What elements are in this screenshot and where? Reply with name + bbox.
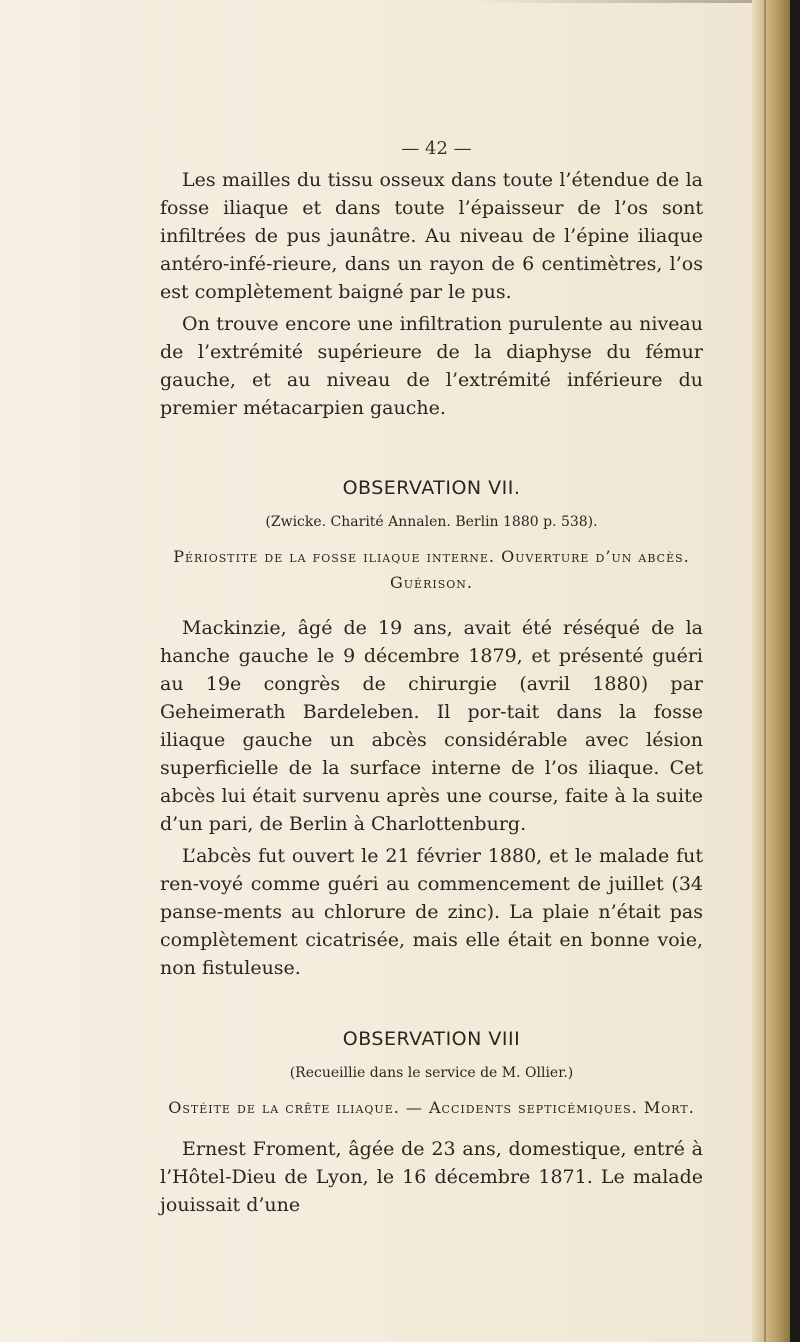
page-number: — 42 — (401, 138, 472, 159)
observation-8 (160, 1027, 703, 1219)
observation-7-source: (Zwicke. Charité Annalen. Berlin 1880 p. 538). (265, 514, 598, 530)
intro-paragraph-1: Les mailles du tissu osseux dans toute l’étendue de la fosse iliaque et dans toute l’épaisseur de l’os sont infiltrées de pus jaunâtre. Au niveau de l’épine iliaque antéro-infé-rieure, dans un rayon de 6 centimètres, l’os est complètement baigné par le pus. (160, 169, 703, 303)
observation-8-paragraph-1: Ernest Froment, âgée de 23 ans, domestique, entré à l’Hôtel-Dieu de Lyon, le 16 décembre 1871. Le malade jouissait d’une (160, 1138, 703, 1216)
observation-7-body (160, 614, 703, 982)
observation-8-source: (Recueillie dans le service de M. Ollier.) (289, 1065, 574, 1081)
page-top-shadow (470, 0, 755, 3)
observation-7 (160, 476, 703, 982)
observation-7-heading: Périostite de la fosse iliaque interne. Ouverture d’un abcès. Guérison. (173, 547, 690, 592)
observation-7-paragraph-1: Mackinzie, âgé de 19 ans, avait été réséqué de la hanche gauche le 9 décembre 1879, et présenté guéri au 19e congrès de chirurgie (avril 1880) par Geheimerath Bardeleben. Il por-tait dans la fosse iliaque gauche un abcès considérable avec lésion superficielle de la surface interne de l’os iliaque. Cet abcès lui était survenu après une course, faite à la suite d’un pari, de Berlin à Charlottenburg. (160, 617, 703, 835)
book-binding-edge (752, 0, 800, 1342)
observation-8-heading: Ostéite de la crête iliaque. — Accidents septicémiques. Mort. (168, 1098, 695, 1117)
observation-7-paragraph-2: L’abcès fut ouvert le 21 février 1880, et le malade fut ren-voyé comme guéri au commencement de juillet (34 panse-ments au chlorure de zinc). La plaie n’était pas complètement cicatrisée, mais elle était en bonne voie, non fistuleuse. (160, 845, 703, 979)
page-text (160, 138, 703, 1219)
observation-8-title: OBSERVATION VIII (342, 1028, 521, 1050)
intro-section (160, 166, 703, 422)
intro-paragraph-2: On trouve encore une infiltration purulente au niveau de l’extrémité supérieure de la diaphyse du fémur gauche, et au niveau de l’extrémité inférieure du premier métacarpien gauche. (160, 313, 703, 419)
observation-8-body (160, 1135, 703, 1219)
observation-7-title: OBSERVATION VII. (342, 477, 521, 499)
